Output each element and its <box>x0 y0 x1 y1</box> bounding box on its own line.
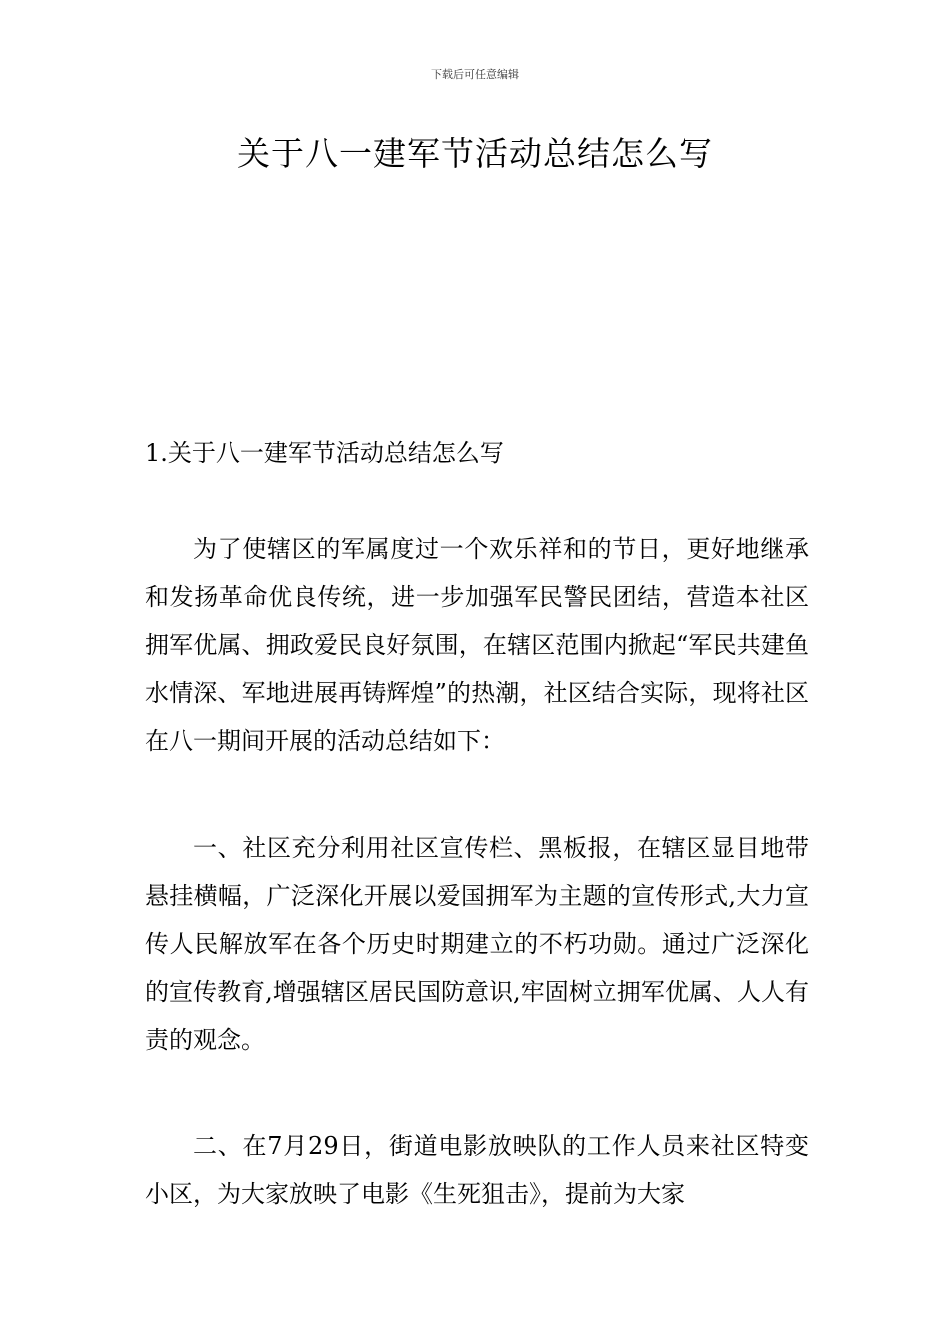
header-note: 下载后可任意编辑 <box>431 68 519 81</box>
paragraph-item-one: 一、社区充分利用社区宣传栏、黑板报，在辖区显目地带悬挂横幅，广泛深化开展以爱国拥军为主题的宣传形式,大力宣传人民解放军在各个历史时期建立的不朽功勋。通过广泛深化的宣传教育,增强辖区居民国防意识,牢固树立拥军优属、人人有责的观念。 <box>145 834 809 1054</box>
paragraph-item-two: 二、在7月29日，街道电影放映队的工作人员来社区特变小区，为大家放映了电影《生死狙击》，提前为大家 <box>145 1132 809 1208</box>
section-heading: 1.关于八一建军节活动总结怎么写 <box>145 439 504 467</box>
document-title: 关于八一建军节活动总结怎么写 <box>237 134 713 173</box>
paragraph-intro: 为了使辖区的军属度过一个欢乐祥和的节日，更好地继承和发扬革命优良传统，进一步加强军民警民团结，营造本社区拥军优属、拥政爱民良好氛围，在辖区范围内掀起“军民共建鱼水情深、军地进展再铸辉煌”的热潮，社区结合实际，现将社区在八一期间开展的活动总结如下： <box>145 535 809 755</box>
